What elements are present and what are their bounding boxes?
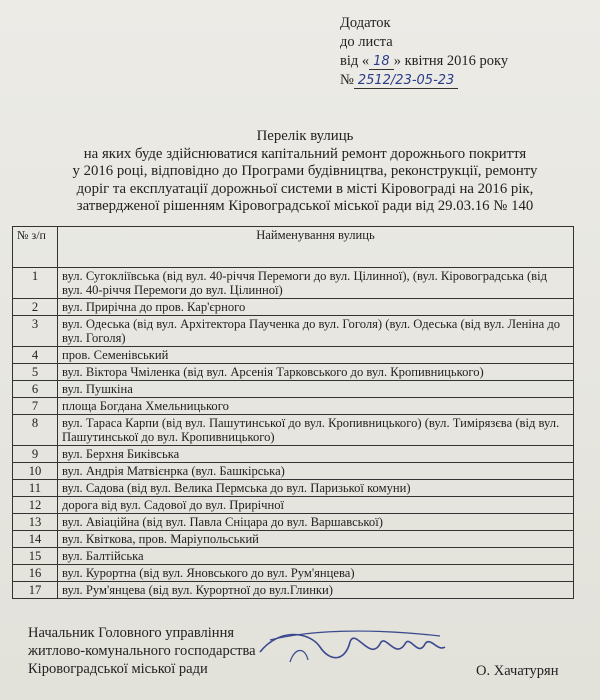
street-name: вул. Балтійська [58,548,574,565]
street-name: дорога від вул. Садової до вул. Прирічної [58,497,574,514]
title-line-2: на яких буде здійснюватися капітальний ремонт дорожнього покриття [83,145,527,162]
row-number: 6 [13,381,58,398]
title-line-1: Перелік вулиць [256,128,354,144]
table-row [13,565,574,582]
row-number: 5 [13,364,58,381]
street-name: площа Богдана Хмельницького [58,398,574,415]
row-number: 12 [13,497,58,514]
date-suffix: » квітня 2016 року [393,53,509,69]
number-value: 2512/23-05-23 [354,73,458,89]
street-name: вул. Тараса Карпи (від вул. Пашутинської до вул. Кропивницького) (вул. Тимірязєва (від вул. Пашутинської до вул. Кропивницького) [58,415,574,446]
footer-line-3: Кіровоградської міської ради [28,661,208,677]
street-name: пров. Семенівський [58,347,574,364]
row-number: 11 [13,480,58,497]
title-line-3: у 2016 році, відповідно до Програми будівництва, реконструкції, ремонту [72,163,538,179]
street-name: вул. Пушкіна [58,381,574,398]
table-row [13,446,574,463]
document-title [20,128,590,216]
table-header-row [13,227,574,268]
row-number: 7 [13,398,58,415]
table-row [13,480,574,497]
table-row [13,381,574,398]
street-name: вул. Прирічна до пров. Кар'єрного [58,299,574,316]
row-number: 2 [13,299,58,316]
handwritten-signature [250,622,450,672]
table-row [13,316,574,347]
table-row [13,347,574,364]
title-line-4: доріг та експлуатації дорожньої системи в місті Кіровограді на 2016 рік, [76,180,534,197]
table-row [13,514,574,531]
street-name: вул. Віктора Чміленка (від вул. Арсенія Тарковського до вул. Кропивницького) [58,364,574,381]
table-row [13,268,574,299]
date-prefix: від « [340,53,370,69]
street-name: вул. Сугоклiївська (від вул. 40-річчя Перемоги до вул. Цілинної), (вул. Кіровоградська (від вул. 40-річчя Перемоги до вул. Цілинної) [58,268,574,299]
number-prefix: № [340,72,354,88]
table-row [13,548,574,565]
street-name: вул. Андрія Матвієнрка (вул. Башкірська) [58,463,574,480]
street-name: вул. Курортна (від вул. Яновського до вул. Рум'янцева) [58,565,574,582]
table-row [13,398,574,415]
street-name: вул. Берхня Биківська [58,446,574,463]
table-row [13,463,574,480]
row-number: 3 [13,316,58,347]
table-row [13,299,574,316]
table-row [13,531,574,548]
footer-line-1: Начальник Головного управління [28,625,234,641]
street-name: вул. Одеська (від вул. Архітектора Паученка до вул. Гоголя) (вул. Одеська (від вул. Леніна до вул. Гоголя) [58,316,574,347]
streets-table [12,226,574,599]
row-number: 10 [13,463,58,480]
signer-name: О. Хачатурян [476,663,559,679]
table-body [13,268,574,599]
row-number: 1 [13,268,58,299]
appendix-title: Додаток [340,15,391,31]
table-row [13,415,574,446]
street-name: вул. Рум'янцева (від вул. Курортної до вул.Глинки) [58,582,574,599]
row-number: 4 [13,347,58,364]
row-number: 13 [13,514,58,531]
table-row [13,582,574,599]
row-number: 16 [13,565,58,582]
row-number: 17 [13,582,58,599]
table-row [13,364,574,381]
street-name: вул. Садова (від вул. Велика Пермська до вул. Паризької комуни) [58,480,574,497]
header-street-name: Найменування вулиць [58,227,574,268]
appendix-block [340,14,508,90]
street-name: вул. Квіткова, пров. Маріупольський [58,531,574,548]
row-number: 15 [13,548,58,565]
street-name: вул. Авіаційна (від вул. Павла Сніцара до вул. Варшавської) [58,514,574,531]
header-number: № з/п [13,227,58,268]
appendix-letter: до листа [340,34,393,50]
title-line-5: затвердженої рішенням Кіровоградської міської ради від 29.03.16 № 140 [76,198,534,214]
table-row [13,497,574,514]
row-number: 9 [13,446,58,463]
date-day: 18 [369,54,394,70]
appendix-number [340,71,508,90]
footer-line-2: житлово-комунального господарства [28,643,256,659]
row-number: 14 [13,531,58,548]
row-number: 8 [13,415,58,446]
footer-block [28,624,256,678]
appendix-date [340,52,508,71]
